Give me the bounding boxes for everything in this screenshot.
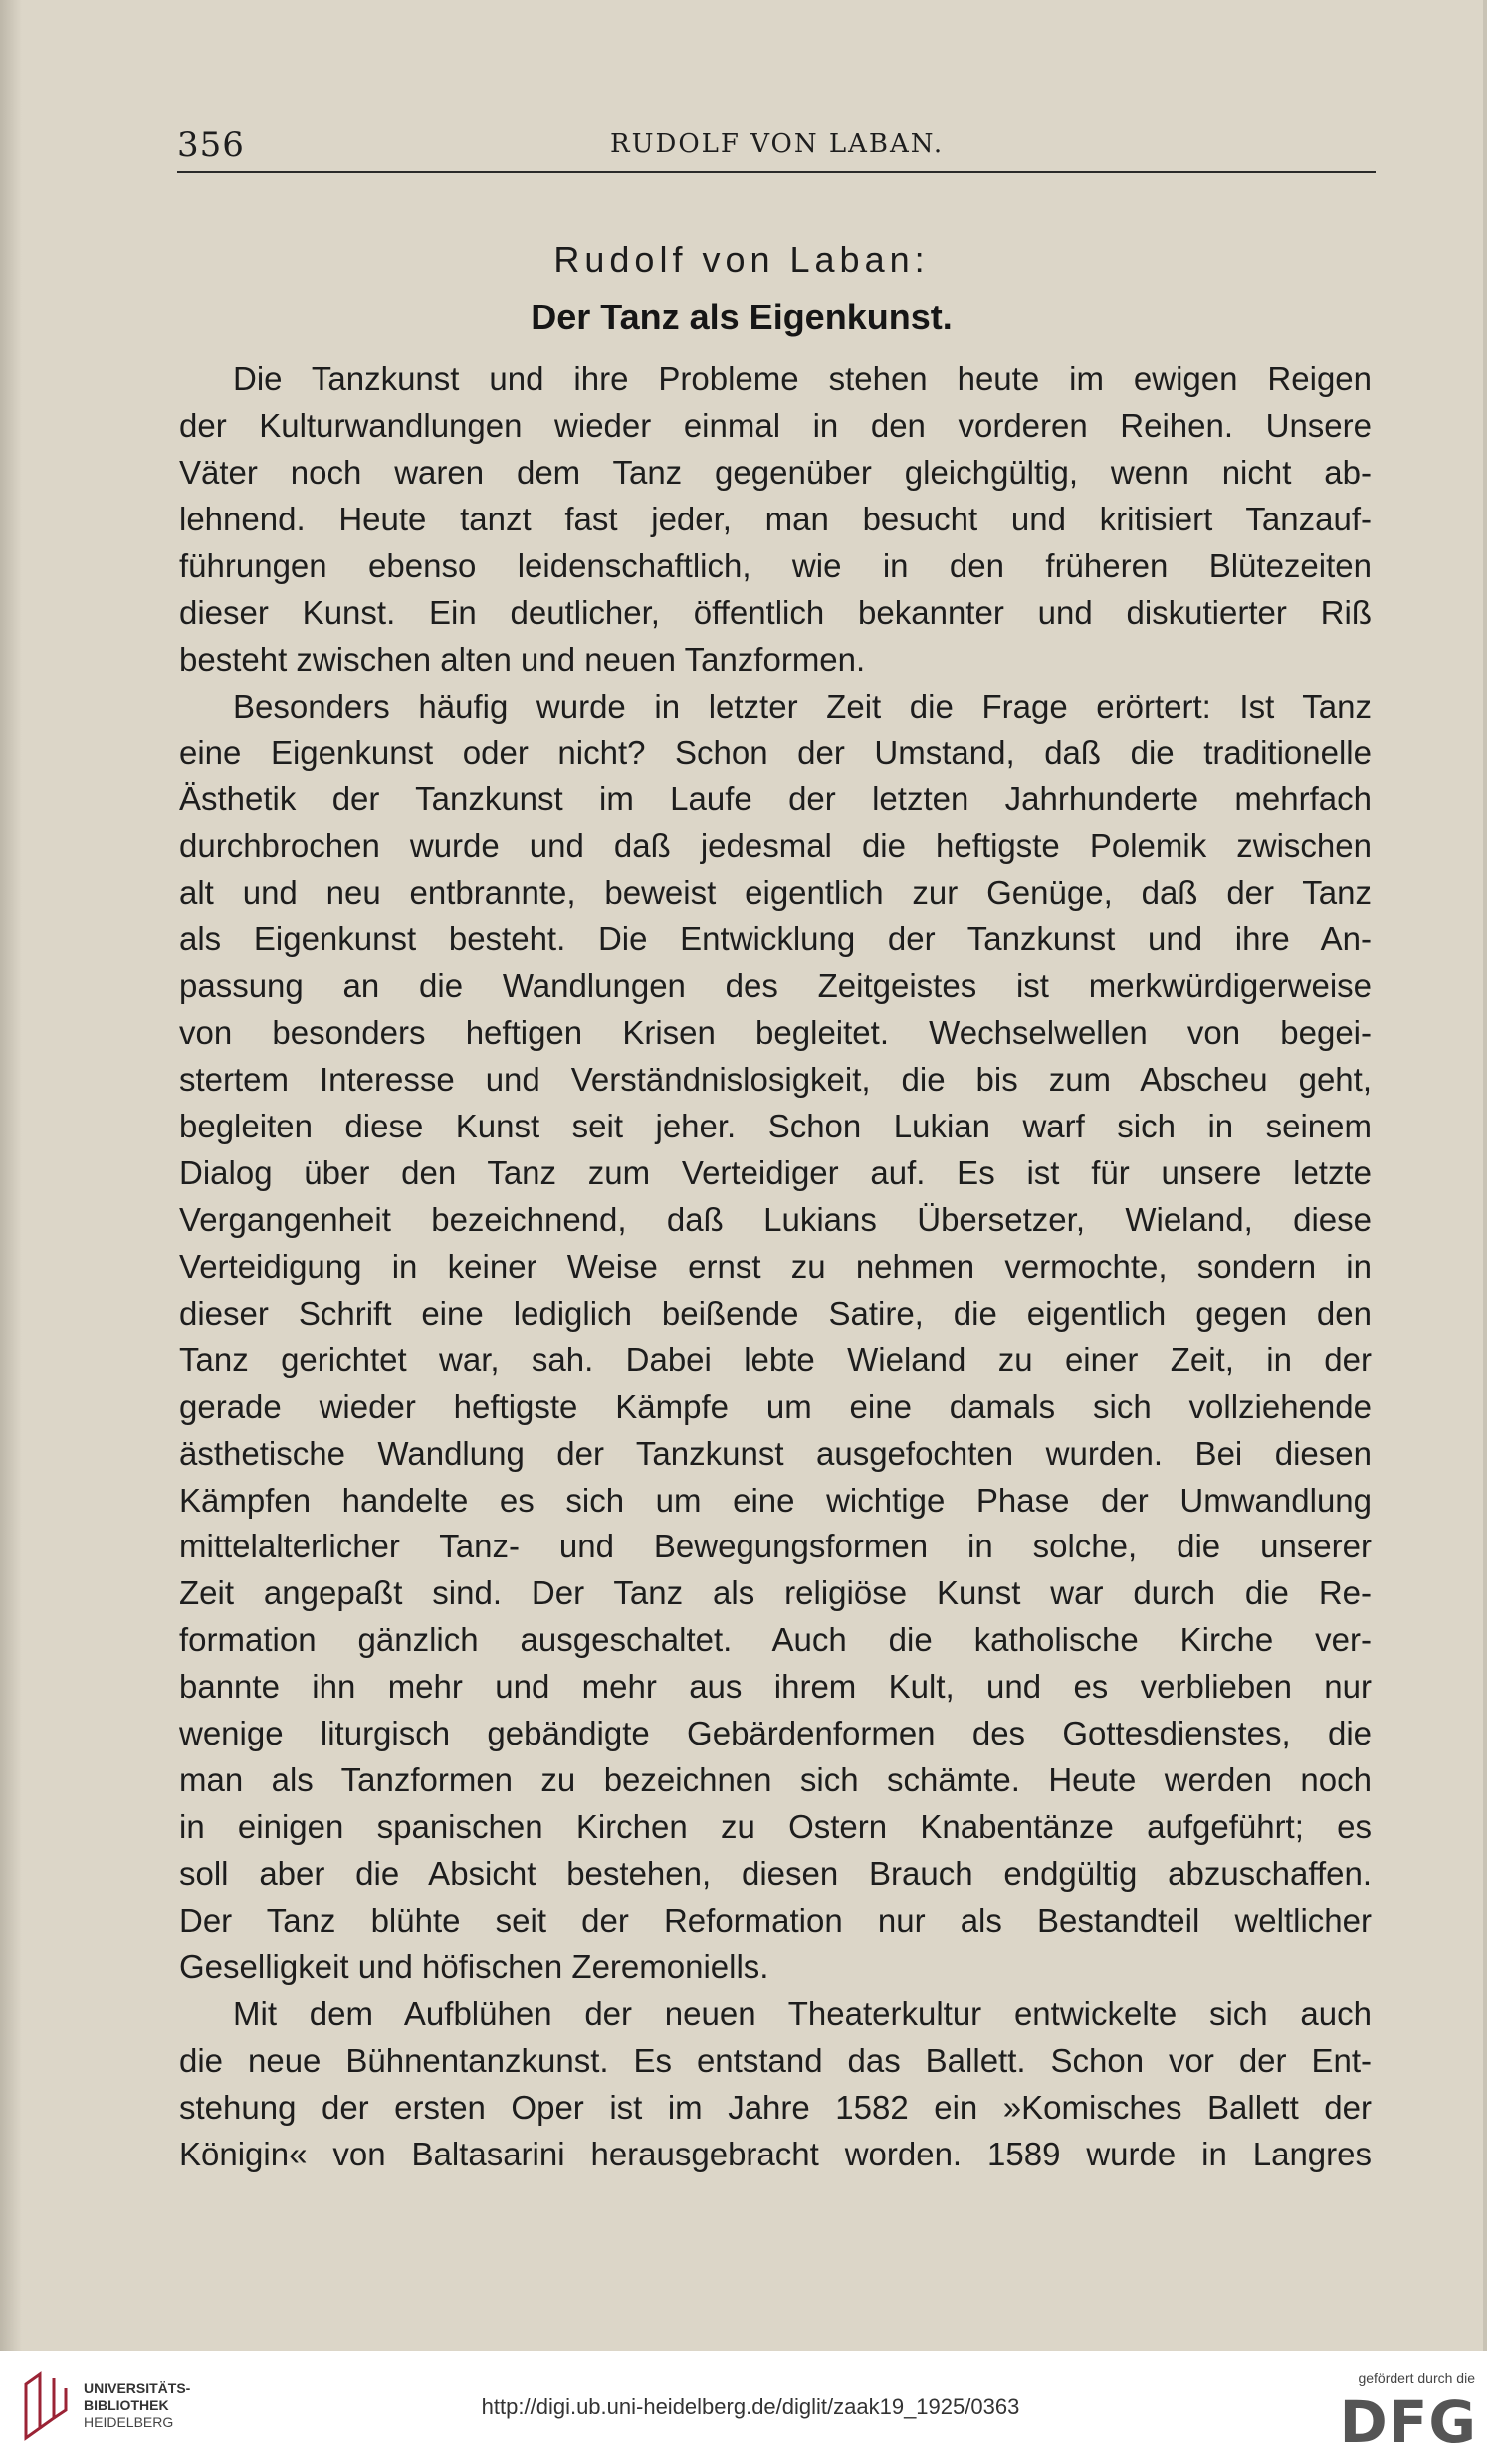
body-text: [179, 356, 1372, 2178]
article-title: Der Tanz als Eigenkunst.: [531, 297, 953, 337]
text-line: Kämpfen handelte es sich um eine wichtige Phase der Umwandlung: [179, 1481, 1372, 1519]
text-line: man als Tanzformen zu bezeichnen sich schämte. Heute werden noch: [179, 1761, 1372, 1799]
digitization-footer: [0, 2351, 1501, 2464]
running-title: RUDOLF VON LABAN.: [610, 129, 945, 159]
text-line: Zeit angepaßt sind. Der Tanz als religiöse Kunst war durch die Re-: [179, 1574, 1372, 1612]
text-line: ästhetische Wandlung der Tanzkunst ausgefochten wurden. Bei diesen: [179, 1434, 1372, 1472]
text-line: stertem Interesse und Verständnislosigkeit, die bis zum Abscheu geht,: [179, 1061, 1372, 1099]
text-line: Mit dem Aufblühen der neuen Theaterkultur entwickelte sich auch: [233, 1994, 1372, 2032]
text-line: gerade wieder heftigste Kämpfe um eine damals sich vollziehende: [179, 1387, 1372, 1425]
text-line: mittelalterlicher Tanz- und Bewegungsformen in solche, die unserer: [179, 1528, 1372, 1565]
text-line: Väter noch waren dem Tanz gegenüber gleichgültig, wenn nicht ab-: [179, 453, 1372, 491]
text-line: Verteidigung in keiner Weise ernst zu nehmen vermochte, sondern in: [179, 1247, 1372, 1285]
text-line: durchbrochen wurde und daß jedesmal die heftigste Polemik zwischen: [179, 827, 1372, 865]
text-line: führungen ebenso leidenschaftlich, wie in den früheren Blütezeiten: [179, 546, 1372, 584]
text-line: dieser Schrift eine lediglich beißende Satire, die eigentlich gegen den: [179, 1294, 1372, 1332]
text-line: wenige liturgisch gebändigte Gebärdenformen des Gottesdienstes, die: [179, 1715, 1372, 1752]
text-line: eine Eigenkunst oder nicht? Schon der Umstand, daß die traditionelle: [179, 733, 1372, 771]
text-line: der Kulturwandlungen wieder einmal in den vorderen Reihen. Unsere: [179, 406, 1372, 444]
text-line: die neue Bühnentanzkunst. Es entstand das Ballett. Schon vor der Ent-: [179, 2041, 1372, 2079]
text-line: lehnend. Heute tanzt fast jeder, man besucht und kritisiert Tanzauf-: [179, 500, 1372, 537]
text-line: Ästhetik der Tanzkunst im Laufe der letzten Jahrhunderte mehrfach: [179, 780, 1372, 818]
library-name-line: BIBLIOTHEK: [84, 2397, 169, 2413]
text-line: bannte ihn mehr und mehr aus ihrem Kult, und es verblieben nur: [179, 1668, 1372, 1706]
text-line: alt und neu entbrannte, beweist eigentlich zur Genüge, daß der Tanz: [179, 874, 1372, 912]
text-line: soll aber die Absicht bestehen, diesen Brauch endgültig abzuschaffen.: [179, 1855, 1372, 1892]
text-line: als Eigenkunst besteht. Die Entwicklung der Tanzkunst und ihre An-: [179, 921, 1372, 958]
source-url-link[interactable]: http://digi.ub.uni-heidelberg.de/diglit/zaak19_1925/0363: [481, 2394, 1020, 2419]
page-number: 356: [177, 125, 245, 165]
text-line: formation gänzlich ausgeschaltet. Auch die katholische Kirche ver-: [179, 1621, 1372, 1659]
page-shadow-edge: [0, 0, 22, 2351]
text-line: Vergangenheit bezeichnend, daß Lukians Übersetzer, Wieland, diese: [179, 1200, 1372, 1238]
text-line: Dialog über den Tanz zum Verteidiger auf. Es ist für unsere letzte: [179, 1153, 1372, 1191]
header-rule: [177, 171, 1376, 173]
text-line: Geselligkeit und höfischen Zeremoniells.: [179, 1948, 769, 1985]
text-line: von besonders heftigen Krisen begleitet. Wechselwellen von begei-: [179, 1014, 1372, 1052]
text-line: in einigen spanischen Kirchen zu Ostern Knabentänze aufgeführt; es: [179, 1808, 1372, 1846]
text-line: stehung der ersten Oper ist im Jahre 1582 ein »Komisches Ballett der: [179, 2088, 1372, 2126]
text-line: besteht zwischen alten und neuen Tanzformen.: [179, 640, 866, 678]
dfg-logo: DFG: [1339, 2388, 1477, 2456]
funding-note: gefördert durch die: [1358, 2370, 1475, 2386]
text-line: Der Tanz blühte seit der Reformation nur als Bestandteil weltlicher: [179, 1901, 1372, 1939]
text-line: dieser Kunst. Ein deutlicher, öffentlich bekannter und diskutierter Riß: [179, 593, 1372, 631]
library-name-line: HEIDELBERG: [84, 2414, 174, 2430]
article-author: Rudolf von Laban:: [553, 239, 930, 280]
text-line: begleiten diese Kunst seit jeher. Schon Lukian warf sich in seinem: [179, 1108, 1372, 1144]
text-line: Besonders häufig wurde in letzter Zeit die Frage erörtert: Ist Tanz: [233, 687, 1372, 724]
text-line: passung an die Wandlungen des Zeitgeistes ist merkwürdigerweise: [179, 967, 1372, 1005]
text-line: Königin« von Baltasarini herausgebracht worden. 1589 wurde in Langres: [179, 2135, 1372, 2172]
library-name-line: UNIVERSITÄTS-: [84, 2380, 191, 2396]
text-line: Tanz gerichtet war, sah. Dabei lebte Wieland zu einer Zeit, in der: [179, 1340, 1372, 1378]
running-head: [177, 125, 1372, 169]
text-line: Die Tanzkunst und ihre Probleme stehen heute im ewigen Reigen: [233, 360, 1372, 397]
